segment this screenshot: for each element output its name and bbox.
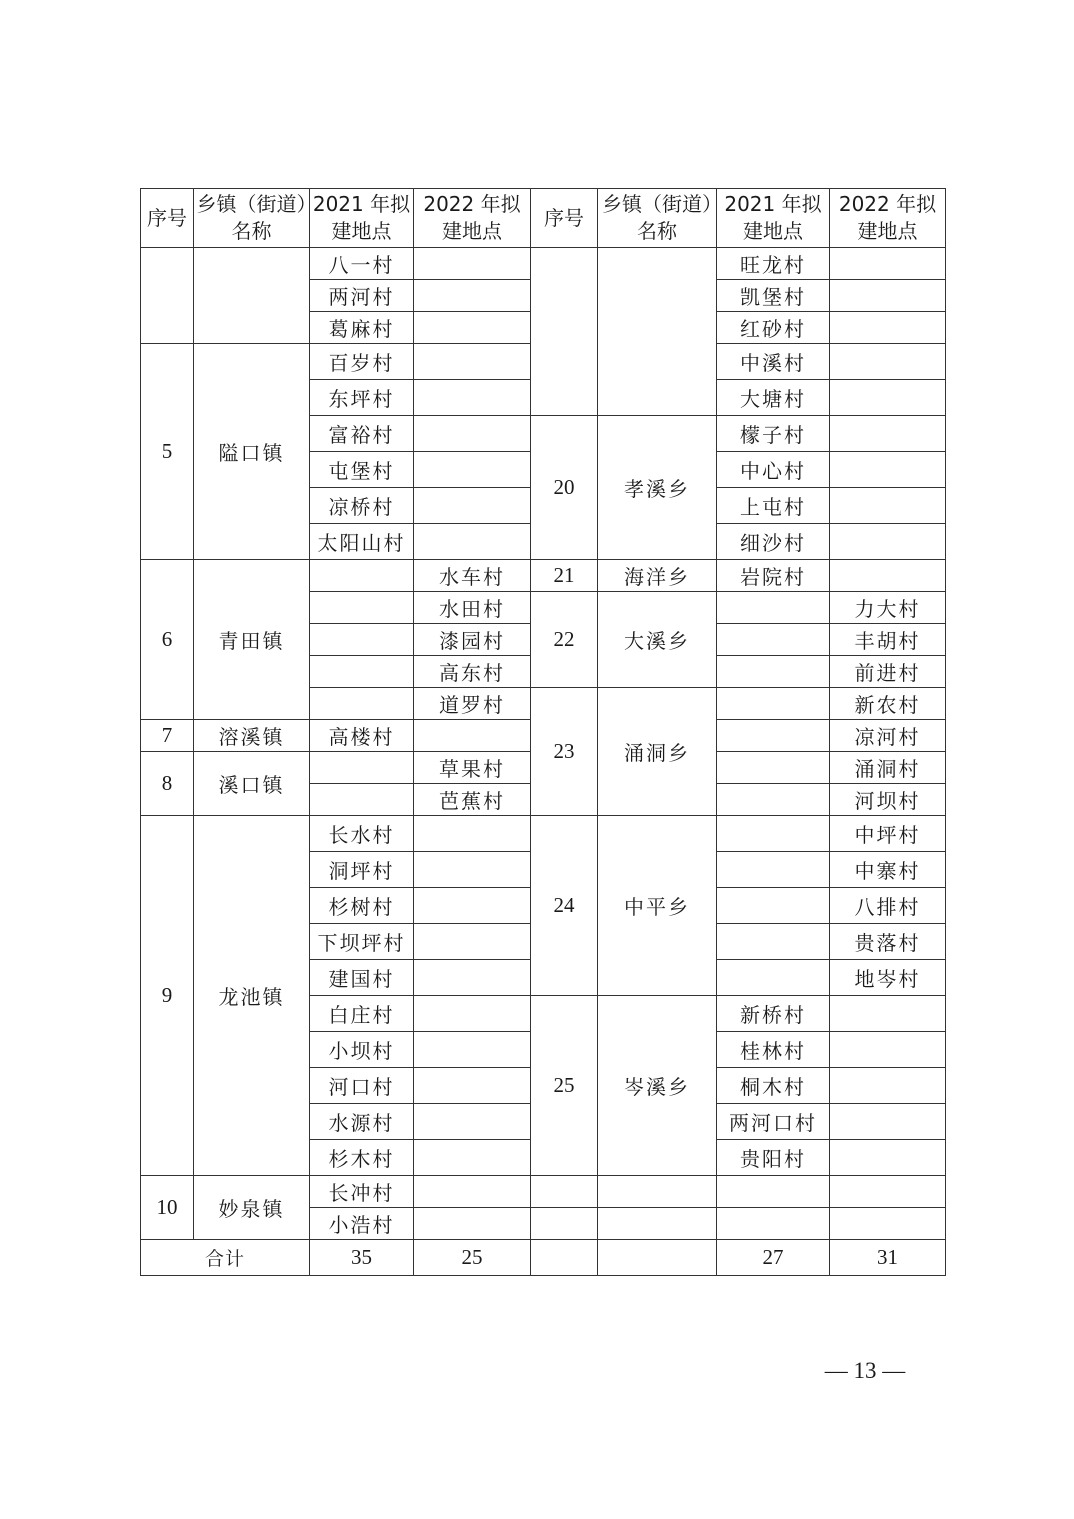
table-cell: 岑溪乡 xyxy=(598,996,717,1176)
table-cell: 力大村 xyxy=(830,592,946,624)
total-row xyxy=(141,1240,946,1276)
table-cell: 6 xyxy=(141,560,194,720)
table-cell xyxy=(830,996,946,1032)
page-number: — 13 — xyxy=(824,1358,906,1383)
table-cell: 水源村 xyxy=(310,1104,414,1140)
table-cell: 两河口村 xyxy=(717,1104,830,1140)
table-cell: 富裕村 xyxy=(310,416,414,452)
table-cell xyxy=(310,656,414,688)
table-cell xyxy=(414,888,531,924)
header-row xyxy=(141,189,946,248)
table-cell xyxy=(414,1068,531,1104)
table-cell xyxy=(414,452,531,488)
table-cell: 红砂村 xyxy=(717,312,830,344)
table-cell xyxy=(310,560,414,592)
table-cell xyxy=(717,852,830,888)
table-cell xyxy=(310,752,414,784)
table-cell xyxy=(414,488,531,524)
table-cell: 孝溪乡 xyxy=(598,416,717,560)
table-row xyxy=(141,1176,946,1208)
table-cell xyxy=(598,1176,717,1208)
table-cell: 24 xyxy=(531,816,598,996)
table-cell xyxy=(830,1104,946,1140)
village-construction-table xyxy=(140,188,946,1276)
table-cell: 杉树村 xyxy=(310,888,414,924)
table-cell: 7 xyxy=(141,720,194,752)
table-row xyxy=(141,816,946,852)
table-cell xyxy=(830,380,946,416)
table-cell xyxy=(717,688,830,720)
table-cell xyxy=(717,924,830,960)
total-empty-cell xyxy=(598,1240,717,1276)
table-cell: 10 xyxy=(141,1176,194,1240)
table-cell xyxy=(414,344,531,380)
table-cell xyxy=(141,248,194,344)
table-cell: 高东村 xyxy=(414,656,531,688)
table-cell xyxy=(310,784,414,816)
table-cell: 建国村 xyxy=(310,960,414,996)
header-seq: 序号 xyxy=(531,189,598,248)
table-cell: 百岁村 xyxy=(310,344,414,380)
header-town: 乡镇（街道）名称 xyxy=(194,189,310,248)
table-cell xyxy=(414,960,531,996)
table-cell: 桂林村 xyxy=(717,1032,830,1068)
table-cell: 22 xyxy=(531,592,598,688)
table-cell: 丰胡村 xyxy=(830,624,946,656)
table-cell xyxy=(598,248,717,416)
table-cell: 中寨村 xyxy=(830,852,946,888)
table-cell xyxy=(414,1208,531,1240)
table-cell: 八一村 xyxy=(310,248,414,280)
table-cell xyxy=(717,960,830,996)
table-cell: 下坝坪村 xyxy=(310,924,414,960)
table-cell: 细沙村 xyxy=(717,524,830,560)
table-cell: 8 xyxy=(141,752,194,816)
table-cell xyxy=(414,280,531,312)
table-cell: 葛麻村 xyxy=(310,312,414,344)
table-cell xyxy=(717,1208,830,1240)
table-cell xyxy=(194,248,310,344)
table-cell: 中心村 xyxy=(717,452,830,488)
table-cell xyxy=(717,752,830,784)
table-cell xyxy=(414,1176,531,1208)
table-cell: 溶溪镇 xyxy=(194,720,310,752)
table-cell xyxy=(830,312,946,344)
table-cell xyxy=(414,380,531,416)
table-cell: 23 xyxy=(531,688,598,816)
table-cell xyxy=(414,524,531,560)
table-cell: 中坪村 xyxy=(830,816,946,852)
header-seq: 序号 xyxy=(141,189,194,248)
table-cell: 凉河村 xyxy=(830,720,946,752)
total-right-2021: 27 xyxy=(717,1240,830,1276)
table-cell: 漆园村 xyxy=(414,624,531,656)
table-cell: 21 xyxy=(531,560,598,592)
table-cell: 旺龙村 xyxy=(717,248,830,280)
table-cell xyxy=(830,280,946,312)
table-cell: 涌洞乡 xyxy=(598,688,717,816)
table-cell: 小坝村 xyxy=(310,1032,414,1068)
table-cell xyxy=(717,816,830,852)
table-cell xyxy=(717,624,830,656)
table-cell: 水车村 xyxy=(414,560,531,592)
table-cell xyxy=(717,888,830,924)
table-cell: 小浩村 xyxy=(310,1208,414,1240)
table-cell: 桐木村 xyxy=(717,1068,830,1104)
table-cell: 道罗村 xyxy=(414,688,531,720)
table-cell xyxy=(830,1032,946,1068)
table-cell xyxy=(830,416,946,452)
table-cell xyxy=(830,560,946,592)
table-cell xyxy=(717,656,830,688)
table-cell: 涌洞村 xyxy=(830,752,946,784)
table-cell: 太阳山村 xyxy=(310,524,414,560)
table-cell: 河坝村 xyxy=(830,784,946,816)
table-cell xyxy=(531,1208,598,1240)
table-cell: 两河村 xyxy=(310,280,414,312)
table-cell: 大溪乡 xyxy=(598,592,717,688)
table-cell xyxy=(830,452,946,488)
table-cell xyxy=(717,1176,830,1208)
header-2021: 2021 年拟建地点 xyxy=(310,189,414,248)
table-cell: 凉桥村 xyxy=(310,488,414,524)
table-cell: 龙池镇 xyxy=(194,816,310,1176)
table-cell: 隘口镇 xyxy=(194,344,310,560)
table-cell xyxy=(414,924,531,960)
table-cell: 中溪村 xyxy=(717,344,830,380)
table-cell xyxy=(414,852,531,888)
table-cell: 中平乡 xyxy=(598,816,717,996)
table-cell xyxy=(830,1068,946,1104)
table-cell: 9 xyxy=(141,816,194,1176)
total-left-2021: 35 xyxy=(310,1240,414,1276)
total-empty-cell xyxy=(531,1240,598,1276)
table-cell xyxy=(717,784,830,816)
table-cell xyxy=(830,1208,946,1240)
total-left-2022: 25 xyxy=(414,1240,531,1276)
table-cell xyxy=(598,1208,717,1240)
table-cell: 上屯村 xyxy=(717,488,830,524)
table-cell: 地岑村 xyxy=(830,960,946,996)
table-cell xyxy=(830,524,946,560)
table-cell: 岩院村 xyxy=(717,560,830,592)
table-cell: 海洋乡 xyxy=(598,560,717,592)
header-2021: 2021 年拟建地点 xyxy=(717,189,830,248)
total-right-2022: 31 xyxy=(830,1240,946,1276)
table-cell: 新农村 xyxy=(830,688,946,720)
table-cell: 贵阳村 xyxy=(717,1140,830,1176)
table-cell xyxy=(414,720,531,752)
table-cell xyxy=(830,344,946,380)
table-cell xyxy=(414,1140,531,1176)
table-cell xyxy=(414,816,531,852)
table-row xyxy=(141,248,946,280)
table-cell: 杉木村 xyxy=(310,1140,414,1176)
table-cell xyxy=(830,1140,946,1176)
table-cell: 5 xyxy=(141,344,194,560)
table-cell xyxy=(531,1176,598,1208)
table-cell xyxy=(310,592,414,624)
header-town: 乡镇（街道）名称 xyxy=(598,189,717,248)
table-cell: 白庄村 xyxy=(310,996,414,1032)
table-cell: 溪口镇 xyxy=(194,752,310,816)
table-cell xyxy=(414,1032,531,1068)
table-cell: 凯堡村 xyxy=(717,280,830,312)
table-cell: 20 xyxy=(531,416,598,560)
table-cell: 东坪村 xyxy=(310,380,414,416)
header-2022: 2022 年拟建地点 xyxy=(414,189,531,248)
table-cell: 洞坪村 xyxy=(310,852,414,888)
table-cell xyxy=(310,624,414,656)
header-2022: 2022 年拟建地点 xyxy=(830,189,946,248)
table-cell xyxy=(830,248,946,280)
table-row xyxy=(141,560,946,592)
table-cell xyxy=(414,1104,531,1140)
table-cell: 25 xyxy=(531,996,598,1176)
table-cell xyxy=(830,488,946,524)
total-label: 合计 xyxy=(141,1240,310,1276)
table-cell: 高楼村 xyxy=(310,720,414,752)
table-cell: 草果村 xyxy=(414,752,531,784)
table-cell xyxy=(717,592,830,624)
table-cell: 水田村 xyxy=(414,592,531,624)
table-cell xyxy=(414,312,531,344)
table-cell: 长冲村 xyxy=(310,1176,414,1208)
table-cell: 长水村 xyxy=(310,816,414,852)
table-cell: 大塘村 xyxy=(717,380,830,416)
table-cell: 青田镇 xyxy=(194,560,310,720)
table-cell xyxy=(830,1176,946,1208)
table-cell xyxy=(414,248,531,280)
table-cell: 屯堡村 xyxy=(310,452,414,488)
table-cell: 贵落村 xyxy=(830,924,946,960)
table-cell xyxy=(414,416,531,452)
table-cell: 新桥村 xyxy=(717,996,830,1032)
table-cell xyxy=(531,248,598,416)
table-cell: 河口村 xyxy=(310,1068,414,1104)
table-cell: 前进村 xyxy=(830,656,946,688)
table-cell: 檬子村 xyxy=(717,416,830,452)
table-cell xyxy=(717,720,830,752)
table-cell xyxy=(414,996,531,1032)
table-cell xyxy=(310,688,414,720)
table-cell: 八排村 xyxy=(830,888,946,924)
table-cell: 芭蕉村 xyxy=(414,784,531,816)
table-cell: 妙泉镇 xyxy=(194,1176,310,1240)
